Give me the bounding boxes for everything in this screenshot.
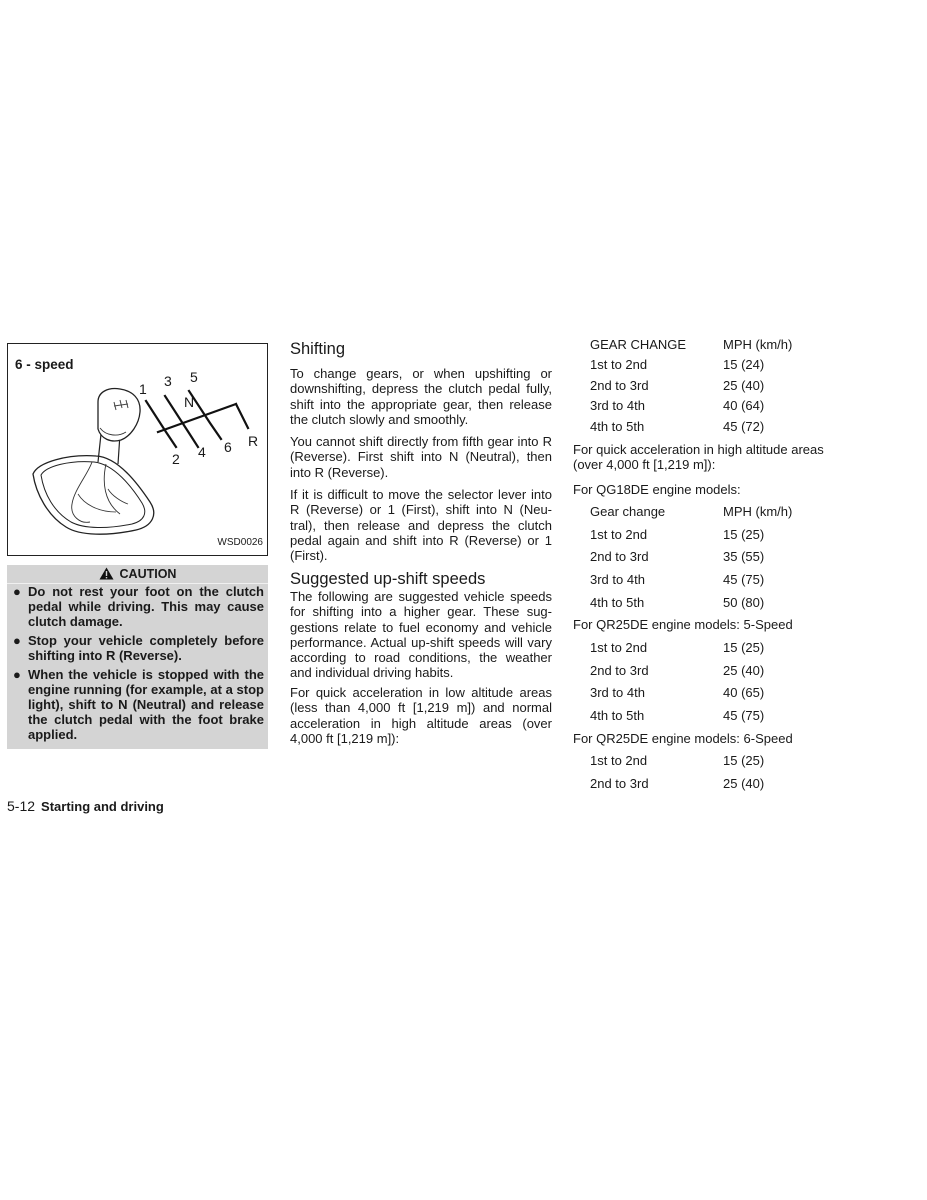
gear-label-6: 6	[224, 439, 232, 455]
gear-label-2: 2	[172, 451, 180, 467]
shifting-paragraph: You cannot shift directly from fifth gear into R (Reverse). First shift into N (Neutral), then into R (Reverse).	[290, 434, 552, 480]
page-number: 5-12	[7, 798, 36, 814]
gear-label-n: N	[184, 394, 195, 410]
caution-title: CAUTION	[119, 567, 177, 581]
upshift-heading: Suggested up-shift speeds	[290, 570, 486, 588]
caution-header	[7, 565, 268, 584]
qg18-label: For QG18DE engine models:	[573, 482, 741, 497]
caution-item: ● When the vehicle is stopped with the engine running (for example, at a stop light), shift to N (Neutral) and release the clutch pedal with the foot brake applied.	[13, 667, 264, 742]
caution-item: ● Do not rest your foot on the clutch pedal while driving. This may cause clutch damage.	[13, 584, 264, 629]
warning-icon	[99, 567, 114, 580]
upshift-paragraph: For quick acceleration in low altitude areas (less than 4,000 ft [1,219 m]) and normal acceleration in high altitude areas (over 4,000 ft [1,219 m]):	[290, 685, 552, 746]
upshift-paragraph: The following are suggested vehicle speeds for shifting into a higher gear. These sug-gestions relate to fuel economy and vehicle performance. Actual up-shift speeds will vary according to road conditions, the weather and individual driving habits.	[290, 589, 552, 681]
caution-list	[7, 584, 268, 746]
gear-label-1: 1	[139, 381, 147, 397]
figure-label: 6 - speed	[15, 357, 74, 372]
gear-label-r: R	[248, 433, 259, 449]
section-title: Starting and driving	[41, 799, 164, 814]
qr25-5speed-label: For QR25DE engine models: 5-Speed	[573, 617, 793, 632]
gear-label-4: 4	[198, 444, 206, 460]
shifting-paragraph: If it is difficult to move the selector lever into R (Reverse) or 1 (First), shift into N (Neu-tral), then release and depress the clutch pedal again and shift into R (Reverse) or 1 (First).	[290, 487, 552, 564]
gear-label-5: 5	[190, 369, 198, 385]
gear-label-3: 3	[164, 373, 172, 389]
high-altitude-intro: For quick acceleration in high altitude areas (over 4,000 ft [1,219 m]):	[573, 442, 824, 473]
shift-pattern-figure	[7, 343, 268, 556]
figure-code: WSD0026	[217, 537, 263, 548]
caution-item: ● Stop your vehicle completely before shifting into R (Reverse).	[13, 633, 264, 663]
caution-box	[7, 565, 268, 749]
qr25-6speed-label: For QR25DE engine models: 6-Speed	[573, 731, 793, 746]
shifting-heading: Shifting	[290, 340, 346, 358]
shifting-paragraph: To change gears, or when upshifting or downshifting, depress the clutch pedal fully, shift into the appropriate gear, then release the clutch slowly and smoothly.	[290, 366, 552, 427]
page-footer	[7, 798, 164, 814]
